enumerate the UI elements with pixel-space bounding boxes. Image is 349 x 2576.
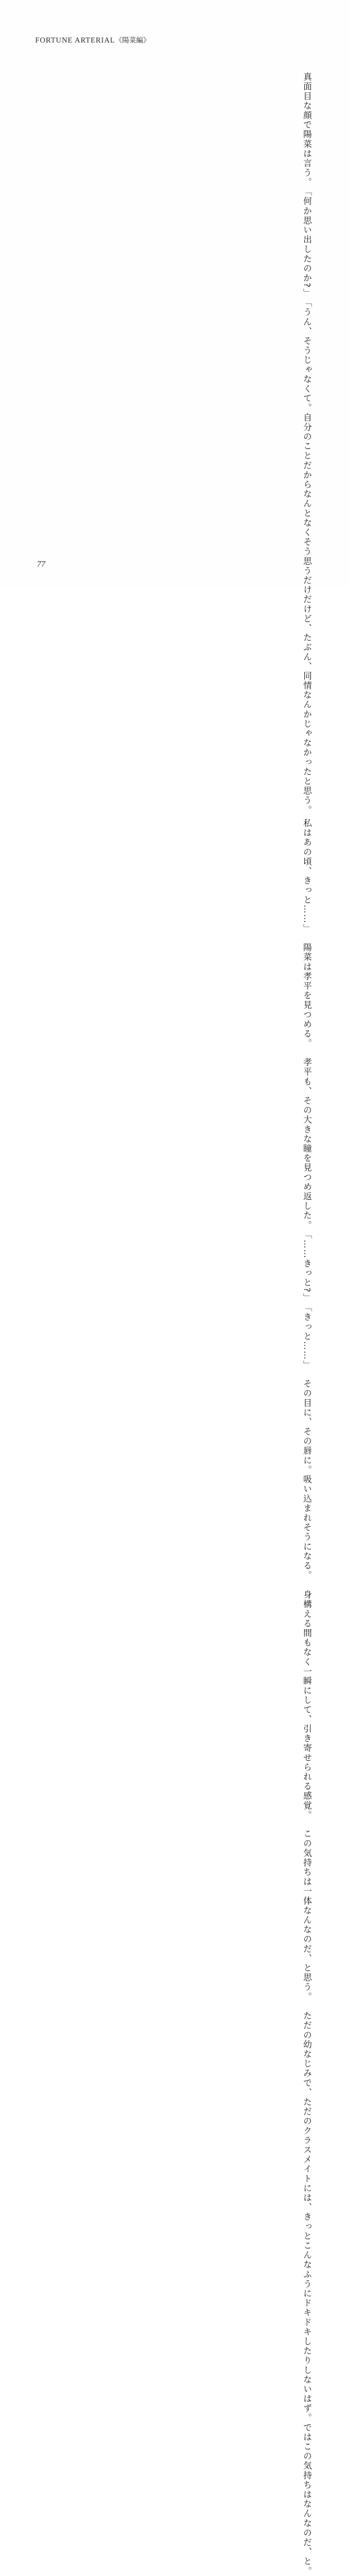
text-line: 真面目な顔で陽菜は言う。 — [302, 72, 312, 188]
text-line: 身構える間もなく一瞬にして、引き寄せられる感覚。 — [302, 1589, 312, 1820]
body-text — [298, 63, 317, 2576]
text-line: ただの幼なじみで、ただのクラスメイトには、きっとこんなふうにドキドキしたりしないは — [302, 2011, 312, 2404]
page-number: 77 — [37, 560, 45, 569]
text-line: 孝平も、その大きな瞳を見つめ返した。 — [302, 1058, 312, 1231]
running-header — [35, 35, 150, 45]
text-line: 「……きっと?」 — [302, 1230, 312, 1303]
text-line: 「うん、そうじゃなくて。自分のことだからなんとなくそう思うだけだけど、たぶん、同情 — [302, 298, 312, 691]
text-line: その目に、その唇に。吸い込まれそうになる。 — [302, 1379, 312, 1581]
text-line: 「きっと……」 — [302, 1302, 312, 1370]
text-line: この気持ちは一体なんなのだ、と思う。 — [302, 1829, 312, 2002]
text-line: 「何か思い出したのか?」 — [302, 187, 312, 298]
running-header-japanese: 《陽菜編》 — [115, 36, 150, 44]
running-header-latin: FORTUNE ARTERIAL — [35, 36, 115, 44]
text-line: ず。ではこの気持ちはなんなのだ、と。 — [302, 2403, 312, 2576]
text-line: なんかじゃなかったと思う。 私はあの頃、きっと……」 — [302, 690, 312, 934]
text-line: 陽菜は孝平を見つめる。 — [302, 943, 312, 1049]
